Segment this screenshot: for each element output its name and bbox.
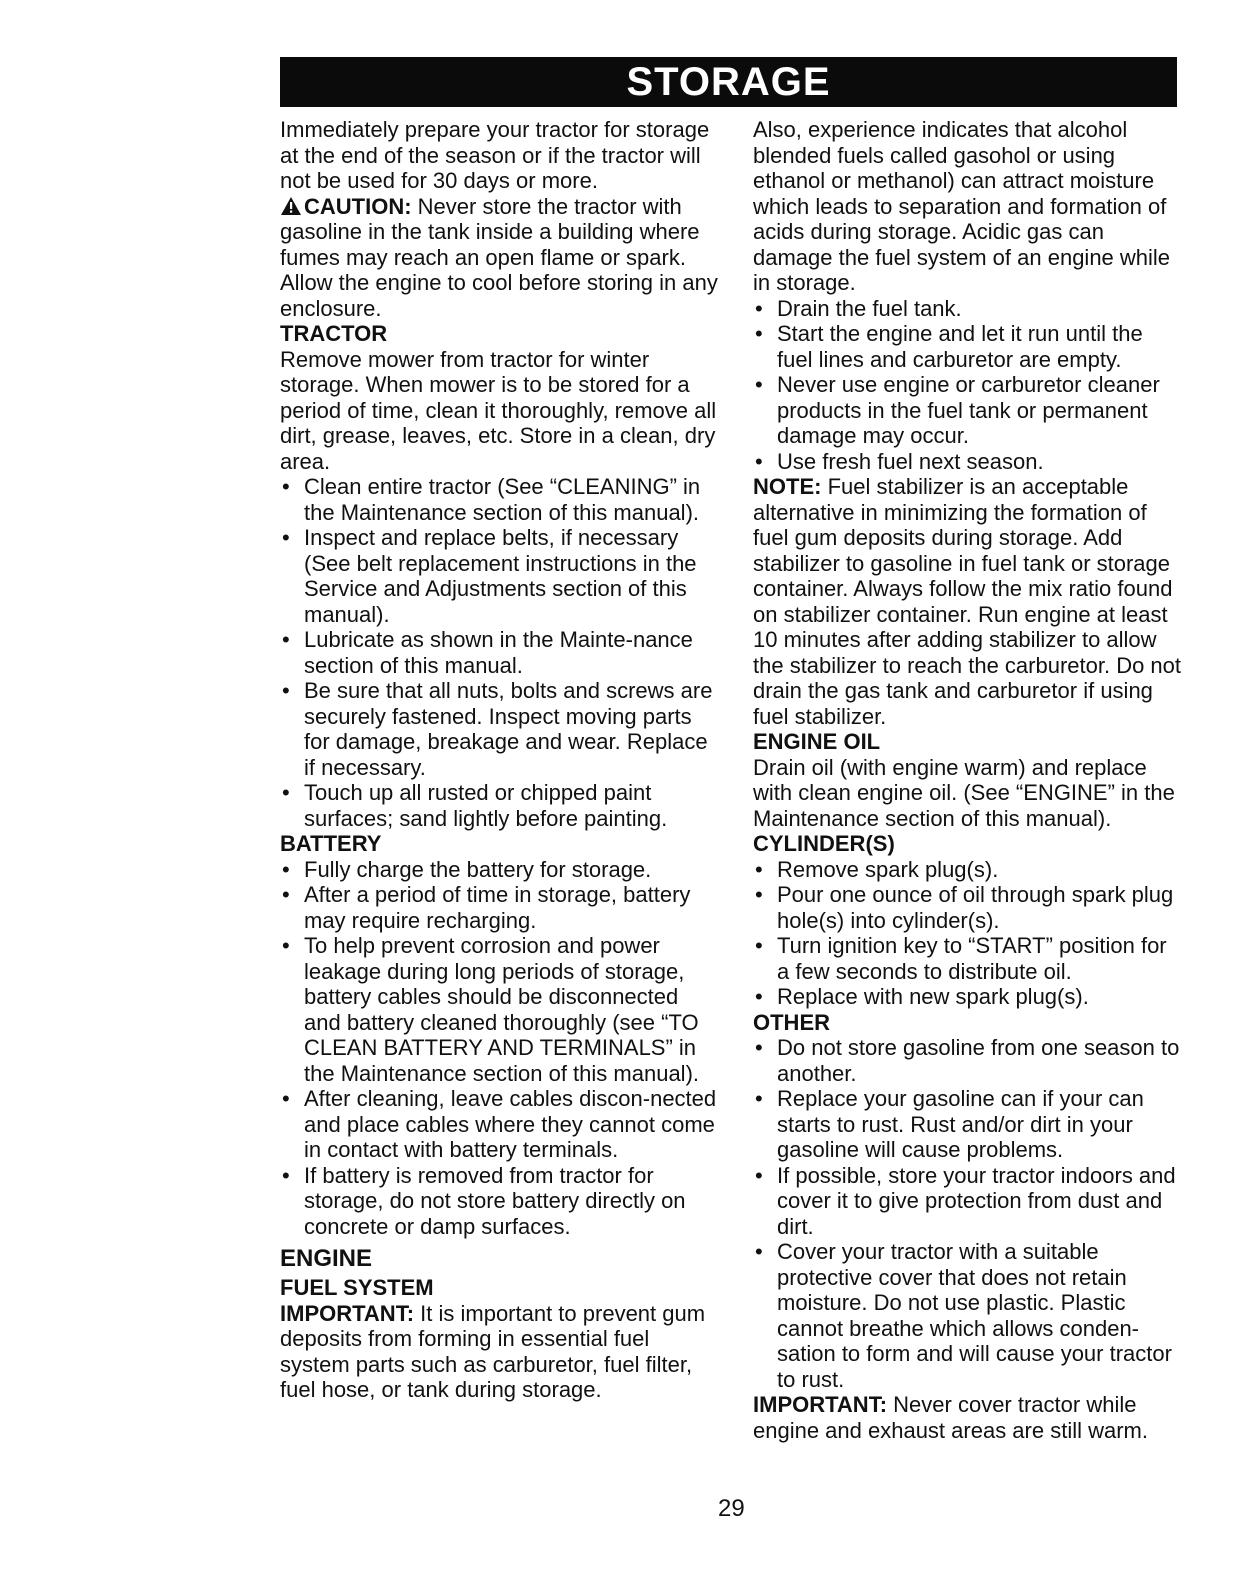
fuel-list [753,296,1183,475]
note-label: NOTE: [753,474,822,499]
alcohol-paragraph: Also, experience indicates that alcohol blended fuels called gasohol or using ethanol or methanol) can attract moisture which leads to separation and formation of acids during storage. Acidic gas can damage the fuel system of an engine while in storage. [753,117,1171,295]
tractor-paragraph: Remove mower from tractor for winter storage. When mower is to be stored for a period of time, clean it thoroughly, remove all dirt, grease, leaves, etc. Store in a clean, dry area. [280,346,717,474]
list-item: • Start the engine and let it run until the fuel lines and carburetor are empty. [753,321,1183,372]
list-item: • After cleaning, leave cables discon-nected and place cables where they cannot come in contact with battery terminals. [280,1086,720,1163]
list-item: • Remove spark plug(s). [753,857,1183,883]
caution-text: Never store the tractor with gasoline in the tank inside a building where fumes may reach an open flame or spark. Allow the engine to cool before storing in any enclosure. [280,193,718,321]
important-label: IMPORTANT: [280,1300,415,1326]
engine-heading: ENGINE [280,1245,373,1272]
right-column [753,117,1183,1443]
list-item: • Replace your gasoline can if your can starts to rust. Rust and/or dirt in your gasoline will cause problems. [753,1086,1183,1163]
list-item: • Be sure that all nuts, bolts and screws are securely fastened. Inspect moving parts for damage, breakage and wear. Replace if necessary. [280,678,720,780]
important-text: Never cover tractor while engine and exhaust areas are still warm. [753,1392,1148,1443]
engine-oil-paragraph: Drain oil (with engine warm) and replace with clean engine oil. (See “ENGINE” in the Maintenance section of this manual). [753,754,1175,831]
list-item: • If possible, store your tractor indoors and cover it to give protection from dust and dirt. [753,1163,1183,1240]
note-text: Fuel stabilizer is an acceptable alternative in minimizing the formation of fuel gum deposits during storage. Add stabilizer to gasoline in fuel tank or storage container. Always follow the mix ratio found on stabilizer container. Run engine at least 10 minutes after adding stabilizer to allow the stabilizer to reach the carburetor. Do not drain the gas tank and carburetor if using fuel stabilizer. [753,474,1182,729]
battery-heading: BATTERY [280,831,382,856]
left-column [280,117,720,1403]
list-item: • If battery is removed from tractor for storage, do not store battery directly on concrete or damp surfaces. [280,1163,720,1240]
list-item: • After a period of time in storage, battery may require recharging. [280,882,720,933]
list-item: • Turn ignition key to “START” position for a few seconds to distribute oil. [753,933,1183,984]
note-paragraph [753,474,1183,729]
tractor-list [280,474,720,831]
engine-oil-heading: ENGINE OIL [753,729,881,754]
list-item: • Touch up all rusted or chipped paint surfaces; sand lightly before painting. [280,780,720,831]
intro-paragraph: Immediately prepare your tractor for storage at the end of the season or if the tractor will not be used for 30 days or more. [280,117,710,193]
important-warning-paragraph [753,1392,1183,1443]
page-title-banner [280,57,1177,107]
other-list [753,1035,1183,1392]
page-title: STORAGE [626,59,831,104]
caution-label: CAUTION: [304,193,412,219]
list-item: • Never use engine or carburetor cleaner products in the fuel tank or permanent damage may occur. [753,372,1183,449]
caution-paragraph [280,194,720,322]
list-item: • Lubricate as shown in the Mainte-nance section of this manual. [280,627,720,678]
important-text: It is important to prevent gum deposits from forming in essential fuel system parts such as carburetor, fuel filter, fuel hose, or tank during storage. [280,1300,706,1402]
list-item: • Fully charge the battery for storage. [280,857,720,883]
battery-list [280,857,720,1240]
list-item: • Use fresh fuel next season. [753,449,1183,475]
list-item: • Drain the fuel tank. [753,296,1183,322]
page-number: 29 [718,1495,745,1522]
list-item: • Clean entire tractor (See “CLEANING” in the Maintenance section of this manual). [280,474,720,525]
other-heading: OTHER [753,1009,830,1035]
cylinders-list [753,857,1183,1010]
list-item: • Do not store gasoline from one season to another. [753,1035,1183,1086]
list-item: • Cover your tractor with a suitable protective cover that does not retain moisture. Do not use plastic. Plastic cannot breathe which allows conden-sation to form and will cause your tractor to rust. [753,1239,1183,1392]
list-item: • Pour one ounce of oil through spark plug hole(s) into cylinder(s). [753,882,1183,933]
cylinders-heading: CYLINDER(S) [753,831,895,856]
tractor-heading: TRACTOR [280,321,388,346]
list-item: • Inspect and replace belts, if necessary (See belt replacement instructions in the Service and Adjustments section of this manual). [280,525,720,627]
important-paragraph [280,1301,720,1403]
fuel-system-heading: FUEL SYSTEM [280,1275,434,1300]
important-label: IMPORTANT: [753,1392,888,1417]
list-item: • Replace with new spark plug(s). [753,984,1183,1010]
list-item: • To help prevent corrosion and power leakage during long periods of storage, battery cables should be disconnected and battery cleaned thoroughly (see “TO CLEAN BATTERY AND TERMINALS” in the Maintenance section of this manual). [280,933,720,1086]
warning-triangle-icon [280,196,302,216]
